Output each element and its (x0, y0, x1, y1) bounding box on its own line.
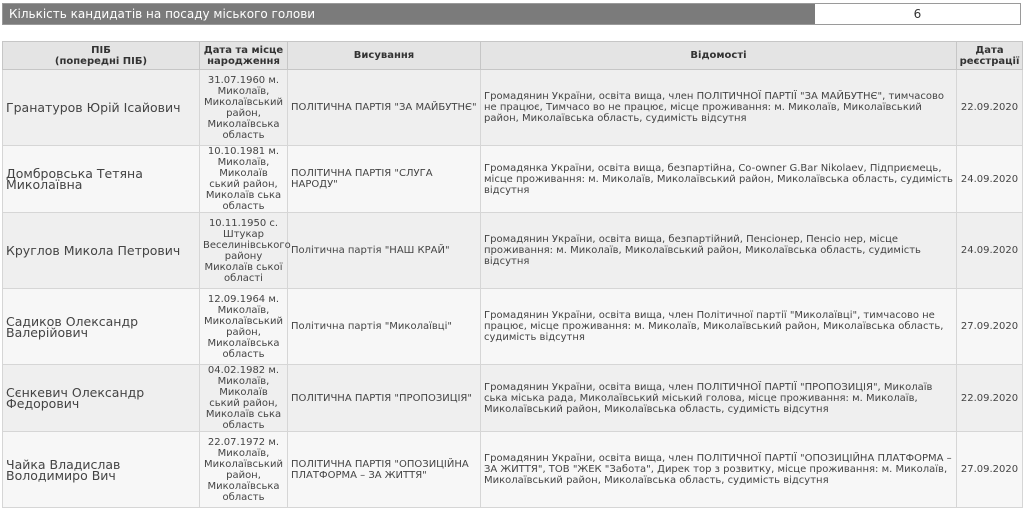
candidate-nomination: ПОЛІТИЧНА ПАРТІЯ "ЗА МАЙБУТНЄ" (288, 70, 481, 146)
table-row (3, 432, 1023, 508)
column-header-name-line2: (попередні ПІБ) (54, 55, 148, 67)
candidate-info: Громадянин України, освіта вища, член ПОЛІТИЧНОЇ ПАРТІЇ "ПРОПОЗИЦІЯ", Миколаїв ська міська рада, Миколаївський міський голова, місце проживання: м. Миколаїв, Миколаївський район, Миколаївська область, судимість відсутня (481, 365, 957, 432)
candidate-name: Домбровська Тетяна Миколаївна (3, 146, 200, 213)
candidates-count-label: Кількість кандидатів на посаду міського голови (3, 4, 815, 24)
candidate-birth: 10.11.1950 с. Штукар Веселинівського району Миколаїв ської області (200, 213, 288, 289)
table-row (3, 213, 1023, 289)
candidate-nomination: ПОЛІТИЧНА ПАРТІЯ "ПРОПОЗИЦІЯ" (288, 365, 481, 432)
candidate-name: Круглов Микола Петрович (3, 213, 200, 289)
column-header-name-line1: ПІБ (91, 44, 111, 56)
column-header-name (3, 42, 200, 70)
candidate-birth: 10.10.1981 м. Миколаїв, Миколаїв ський район, Миколаїв ська область (200, 146, 288, 213)
column-header-birth-line1: Дата та місце (203, 44, 284, 56)
candidate-info: Громадянин України, освіта вища, безпартійний, Пенсіонер, Пенсіо нер, місце проживання: м. Миколаїв, Миколаївський район, Миколаївська область, судимість відсутня (481, 213, 957, 289)
candidate-nomination: Політична партія "НАШ КРАЙ" (288, 213, 481, 289)
candidates-table (2, 41, 1023, 508)
table-row (3, 70, 1023, 146)
candidate-nomination: ПОЛІТИЧНА ПАРТІЯ "СЛУГА НАРОДУ" (288, 146, 481, 213)
registration-date: 27.09.2020 (957, 289, 1023, 365)
column-header-registration-line2: реєстрації (959, 55, 1020, 67)
candidate-info: Громадянин України, освіта вища, член Політичної партії "Миколаївці", тимчасово не працює, місце проживання: м. Миколаїв, Миколаївський район, Миколаївська область, судимість відсутня (481, 289, 957, 365)
column-header-birth-line2: народження (207, 55, 280, 67)
registration-date: 27.09.2020 (957, 432, 1023, 508)
registration-date: 24.09.2020 (957, 213, 1023, 289)
table-row (3, 365, 1023, 432)
column-header-registration-line1: Дата (975, 44, 1004, 56)
table-row (3, 146, 1023, 213)
column-header-nomination: Висування (288, 42, 481, 70)
candidate-name: Садиков Олександр Валерійович (3, 289, 200, 365)
registration-date: 24.09.2020 (957, 146, 1023, 213)
candidate-name: Гранатуров Юрій Ісайович (3, 70, 200, 146)
table-row (3, 289, 1023, 365)
candidate-name: Сєнкевич Олександр Федорович (3, 365, 200, 432)
candidates-count-bar (2, 3, 1021, 25)
candidates-count-value: 6 (815, 4, 1020, 24)
registration-date: 22.09.2020 (957, 365, 1023, 432)
registration-date: 22.09.2020 (957, 70, 1023, 146)
table-header-row (3, 42, 1023, 70)
candidate-birth: 22.07.1972 м. Миколаїв, Миколаївський район, Миколаївська область (200, 432, 288, 508)
candidate-info: Громадянин України, освіта вища, член ПОЛІТИЧНОЇ ПАРТІЇ "ЗА МАЙБУТНЄ", тимчасово не працює, Тимчасо во не працює, місце проживання: м. Миколаїв, Миколаївський район, Миколаївська область, судимість відсутня (481, 70, 957, 146)
candidate-nomination: ПОЛІТИЧНА ПАРТІЯ "ОПОЗИЦІЙНА ПЛАТФОРМА – ЗА ЖИТТЯ" (288, 432, 481, 508)
candidate-birth: 31.07.1960 м. Миколаїв, Миколаївський район, Миколаївська область (200, 70, 288, 146)
column-header-birth (200, 42, 288, 70)
candidate-name: Чайка Владислав Володимиро Вич (3, 432, 200, 508)
candidate-info: Громадянка України, освіта вища, безпартійна, Co-owner G.Bar Nikolaev, Підприємець, місце проживання: м. Миколаїв, Миколаївський район, Миколаївська область, судимість відсутня (481, 146, 957, 213)
column-header-registration (957, 42, 1023, 70)
candidate-nomination: Політична партія "Миколаївці" (288, 289, 481, 365)
column-header-info: Відомості (481, 42, 957, 70)
candidate-info: Громадянин України, освіта вища, член ПОЛІТИЧНОЇ ПАРТІЇ "ОПОЗИЦІЙНА ПЛАТФОРМА – ЗА ЖИТТЯ", ТОВ "ЖЕК "Забота", Дирек тор з розвитку, місце проживання: м. Миколаїв, Миколаївський район, Миколаївська область, судимість відсутня (481, 432, 957, 508)
candidate-birth: 12.09.1964 м. Миколаїв, Миколаївський район, Миколаївська область (200, 289, 288, 365)
candidate-birth: 04.02.1982 м. Миколаїв, Миколаїв ський район, Миколаїв ська область (200, 365, 288, 432)
